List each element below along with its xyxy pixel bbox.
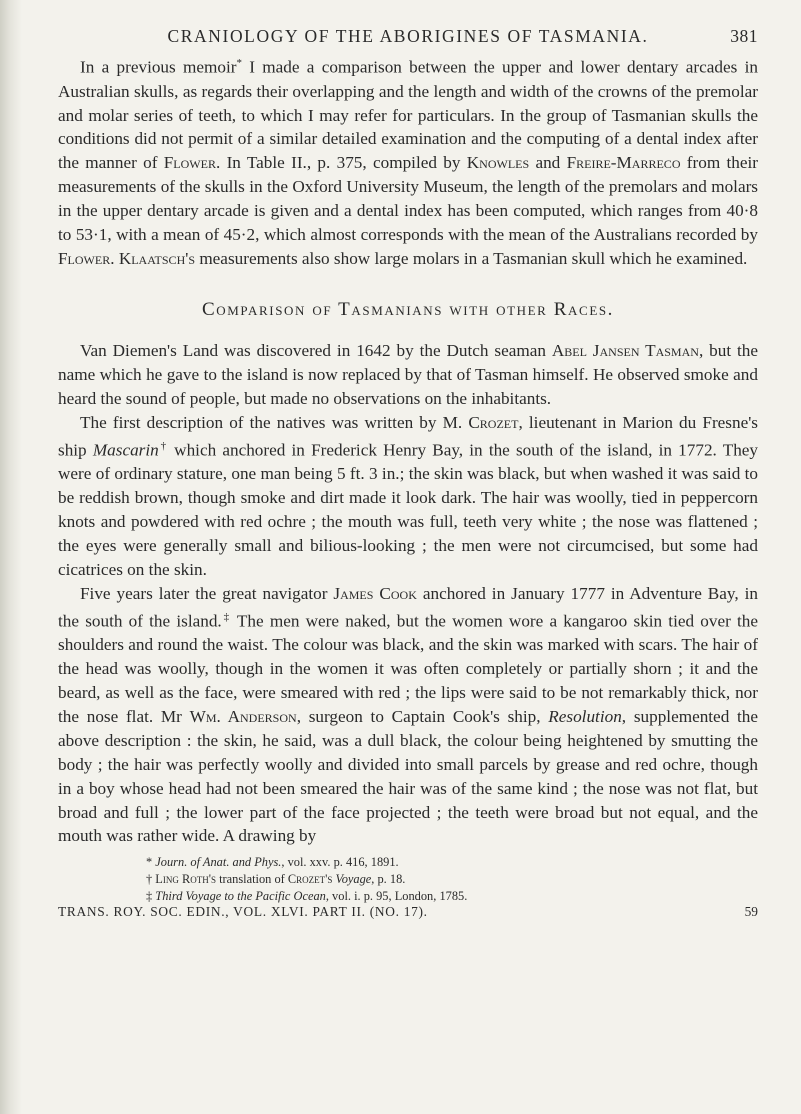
person-name: Wm. Anderson <box>189 706 297 726</box>
text: The first description of the natives was written by M. <box>80 412 469 432</box>
page-footer <box>58 904 758 922</box>
author-name: Flower <box>163 153 216 173</box>
author-name: Ling Roth's <box>155 871 216 886</box>
text: , vol. xxv. p. 416, 1891. <box>281 855 399 870</box>
footnote-ref: ‡ <box>221 610 232 623</box>
author-name: Knowles <box>466 153 530 173</box>
text: . In Table II., p. 375, compiled by <box>215 153 467 173</box>
text: anchored in January 1777 in Adventure Bay, in the south of the island. <box>58 583 758 631</box>
footnote-mark: * <box>146 855 156 870</box>
text: , but the name which he gave to the island is now replaced by that of Tasman himself. He observed smoke and heard the sound of people, but made no observations on the inhabitants. <box>58 340 759 408</box>
text: , surgeon to Captain Cook's ship, <box>296 706 549 726</box>
footnote-mark: † <box>146 871 156 886</box>
footnote <box>146 888 758 905</box>
text: from their measurements of the skulls in the Oxford University Museum, the length of the premolars and molars in the upper dentary arcade is given and a dental index has been computed, which ranges from 40·8 to 53·1, with a mean of 45·2, which almost corresponds with the mean of the Australians recorded by <box>58 153 758 245</box>
text: measurements also show large molars in a Tasmanian skull which he examined. <box>195 248 748 268</box>
footnote-mark: ‡ <box>146 888 156 903</box>
text: Van Diemen's Land was discovered in 1642 by the Dutch seaman <box>80 340 552 360</box>
ship-name: Mascarin <box>92 440 159 460</box>
author-name: Freire-Marreco <box>566 153 681 173</box>
person-name: Abel Jansen Tasman <box>551 340 699 360</box>
imprint: TRANS. ROY. SOC. EDIN., VOL. XLVI. PART II. (NO. 17). <box>58 904 428 920</box>
text: and <box>529 153 567 173</box>
book-title: Third Voyage to the Pacific Ocean <box>155 888 326 903</box>
text: which anchored in Frederick Henry Bay, in the south of the island, in 1772. They were of ordinary stature, one man being 5 ft. 3 in.; the skin was black, but when washed it was said to be reddish brown, though smoke and dirt made it look dark. The hair was woolly, tied in peppercorn knots and powdered with red ochre ; the mouth was full, teeth very white ; the nose was flattened ; the eyes were generally small and bilious-looking ; the men were not circumcised, but some had cicatrices on the skin. <box>58 440 759 579</box>
journal-title: Journ. of Anat. and Phys. <box>155 855 282 870</box>
footnotes <box>58 854 758 904</box>
person-name: James Cook <box>333 583 417 603</box>
text: The men were naked, but the women wore a kangaroo skin tied over the shoulders and round the waist. The colour was black, and the skin was marked with scars. The hair of the head was woolly, though in the women it was often completely or partially shorn ; it and the beard, as well as the face, were smeared with red ; the lips were said to be not remarkably thick, nor the nose flat. Mr <box>58 611 759 726</box>
ship-name: Resolution <box>548 706 622 726</box>
footnote-ref: † <box>158 439 168 452</box>
page-number: 381 <box>730 26 758 46</box>
person-name: Crozet <box>468 412 519 432</box>
paragraph-crozet <box>58 411 758 582</box>
text: I made a comparison between the upper and lower dentary arcades in Australian skulls, as regards their overlapping and the length and width of the crowns of the premolar and molar series of teeth, to which I may refer for particulars. In the group of Tasmanian skulls the conditions did not permit of a similar detailed examination and the computing of a dental index after the manner of <box>58 57 758 173</box>
running-head-title: CRANIOLOGY OF THE ABORIGINES OF TASMANIA. <box>167 26 649 46</box>
paragraph-cook <box>58 582 758 849</box>
footnote <box>146 871 758 888</box>
section-heading: Comparison of Tasmanians with other Races. <box>201 298 615 320</box>
author-name: Klaatsch's <box>118 248 196 268</box>
text: , lieutenant in Marion du Fresne's ship <box>58 412 758 460</box>
author-name: Flower <box>58 248 111 268</box>
text: In a previous memoir <box>80 57 237 77</box>
text: , vol. i. p. 95, London, 1785. <box>325 888 468 903</box>
text: , p. 18. <box>371 871 406 886</box>
paragraph-dental-index <box>58 52 758 271</box>
author-name: Crozet's <box>287 871 333 886</box>
page-spine-shadow <box>0 0 22 1114</box>
text: translation of <box>215 871 288 886</box>
book-title: Voyage <box>335 871 372 886</box>
text: . <box>110 248 119 268</box>
running-head <box>58 26 758 52</box>
footnote-ref: * <box>236 57 242 69</box>
document-page <box>58 26 758 922</box>
text: , supplemented the above description : the skin, he said, was a dull black, the colour being heightened by smutting the body ; the hair was perfectly woolly and divided into small parcels by grease and red ochre, though in a boy whose head had not been smeared the hair was of the same kind ; the nose was not flat, but broad and full ; the lower part of the face projected ; the teeth were broad but not equal, and the mouth was rather wide. A drawing by <box>58 706 759 846</box>
paragraph-discovery <box>58 339 758 411</box>
text: Five years later the great navigator <box>80 583 334 603</box>
signature-mark: 59 <box>744 904 758 920</box>
footnote <box>146 854 758 871</box>
